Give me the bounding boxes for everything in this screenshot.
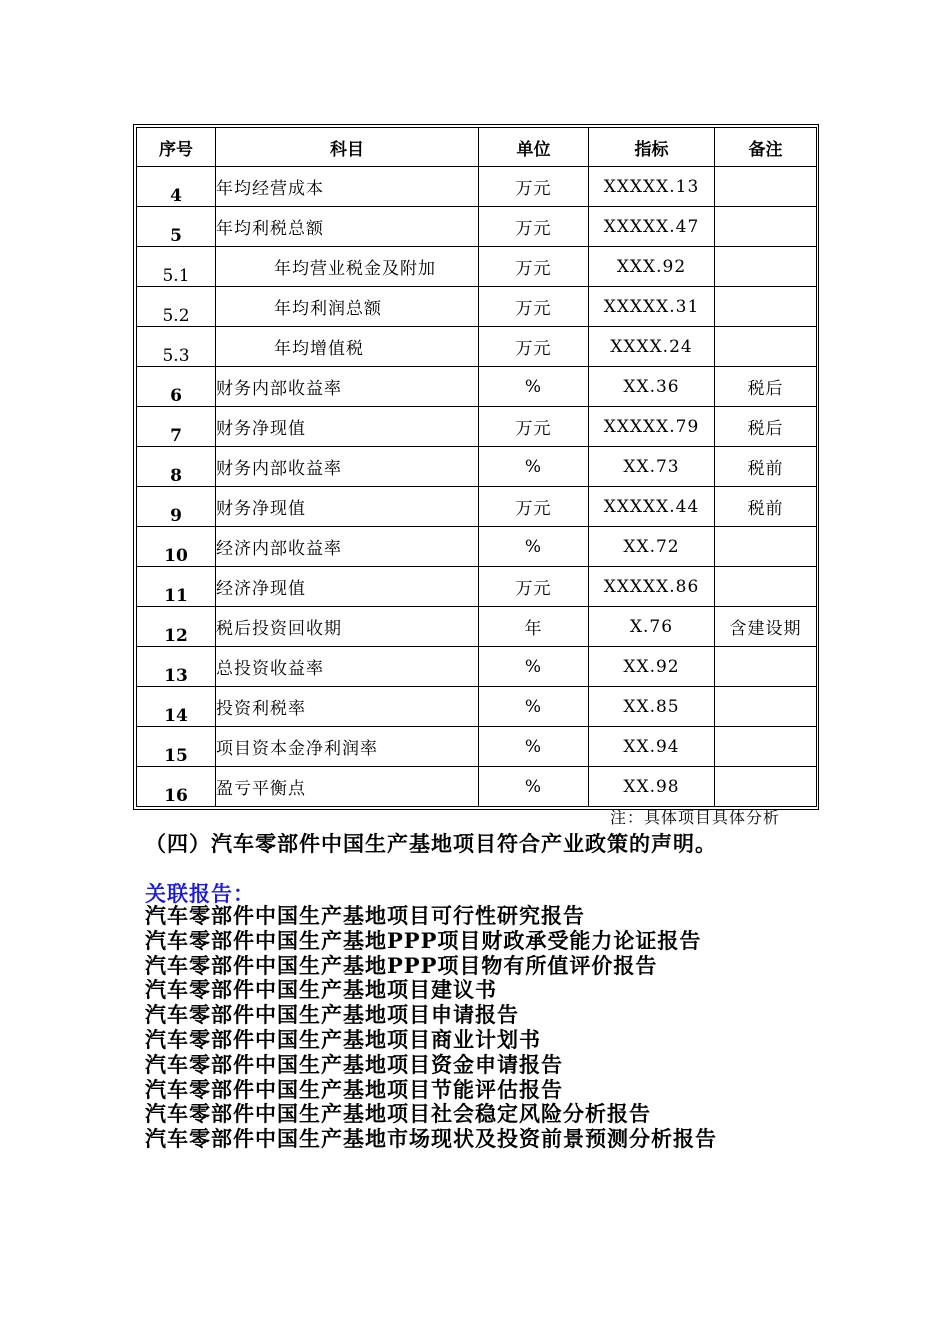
row-subject: 投资利税率 — [216, 687, 479, 727]
row-number: 5.3 — [137, 327, 216, 367]
table-row — [137, 687, 817, 727]
row-unit: 万元 — [479, 487, 589, 527]
row-subject: 财务内部收益率 — [216, 367, 479, 407]
row-subject: 年均经营成本 — [216, 167, 479, 207]
related-report-link[interactable]: 汽车零部件中国生产基地项目商业计划书 — [145, 1026, 541, 1052]
row-value: XXXX.24 — [589, 327, 715, 367]
table-row — [137, 247, 817, 287]
row-value: XX.85 — [589, 687, 715, 727]
header-subject: 科目 — [216, 128, 479, 167]
row-subject: 财务净现值 — [216, 487, 479, 527]
row-remark: 税前 — [715, 487, 817, 527]
row-number: 13 — [137, 647, 216, 687]
related-report-link[interactable]: 汽车零部件中国生产基地PPP项目物有所值评价报告 — [145, 952, 658, 978]
row-unit: % — [479, 447, 589, 487]
header-unit: 单位 — [479, 128, 589, 167]
row-number: 16 — [137, 767, 216, 807]
related-report-link[interactable]: 汽车零部件中国生产基地项目社会稳定风险分析报告 — [145, 1101, 651, 1127]
table-header-row — [137, 128, 817, 167]
row-remark — [715, 287, 817, 327]
table-row — [137, 407, 817, 447]
row-value: XX.92 — [589, 647, 715, 687]
row-subject: 年均利润总额 — [216, 287, 479, 327]
row-number: 4 — [137, 167, 216, 207]
row-remark — [715, 327, 817, 367]
row-unit: 万元 — [479, 407, 589, 447]
row-subject: 税后投资回收期 — [216, 607, 479, 647]
row-unit: 万元 — [479, 567, 589, 607]
row-value: XXXXX.44 — [589, 487, 715, 527]
row-unit: 年 — [479, 607, 589, 647]
row-remark — [715, 767, 817, 807]
related-reports-title: 关联报告： — [145, 881, 255, 906]
row-unit: 万元 — [479, 287, 589, 327]
row-number: 10 — [137, 527, 216, 567]
row-unit: 万元 — [479, 207, 589, 247]
row-unit: % — [479, 527, 589, 567]
row-unit: 万元 — [479, 167, 589, 207]
indicator-table — [136, 127, 817, 807]
row-remark: 税前 — [715, 447, 817, 487]
row-remark — [715, 167, 817, 207]
related-report-link[interactable]: 汽车零部件中国生产基地PPP项目财政承受能力论证报告 — [145, 927, 702, 953]
row-remark — [715, 647, 817, 687]
related-report-link[interactable]: 汽车零部件中国生产基地项目可行性研究报告 — [145, 903, 585, 928]
row-subject: 年均增值税 — [216, 327, 479, 367]
row-subject: 经济净现值 — [216, 567, 479, 607]
row-value: XXXXX.86 — [589, 567, 715, 607]
row-remark — [715, 687, 817, 727]
row-subject: 总投资收益率 — [216, 647, 479, 687]
row-remark — [715, 247, 817, 287]
row-remark — [715, 727, 817, 767]
row-value: X.76 — [589, 607, 715, 647]
table-row — [137, 487, 817, 527]
row-unit: 万元 — [479, 327, 589, 367]
table-row — [137, 727, 817, 767]
related-reports-list — [145, 904, 717, 1152]
row-remark — [715, 527, 817, 567]
header-no: 序号 — [137, 128, 216, 167]
table-row — [137, 367, 817, 407]
row-subject: 经济内部收益率 — [216, 527, 479, 567]
row-value: XXXXX.47 — [589, 207, 715, 247]
row-remark: 税后 — [715, 407, 817, 447]
row-value: XX.73 — [589, 447, 715, 487]
row-value: XX.36 — [589, 367, 715, 407]
row-subject: 盈亏平衡点 — [216, 767, 479, 807]
table-row — [137, 447, 817, 487]
header-remark: 备注 — [715, 128, 817, 167]
related-report-link[interactable]: 汽车零部件中国生产基地项目申请报告 — [145, 1002, 519, 1028]
row-remark — [715, 207, 817, 247]
row-number: 14 — [137, 687, 216, 727]
row-number: 6 — [137, 367, 216, 407]
row-unit: % — [479, 727, 589, 767]
row-number: 5 — [137, 207, 216, 247]
related-report-link[interactable]: 汽车零部件中国生产基地市场现状及投资前景预测分析报告 — [145, 1126, 717, 1152]
table-row — [137, 767, 817, 807]
table-row — [137, 207, 817, 247]
row-subject: 财务内部收益率 — [216, 447, 479, 487]
table-row — [137, 167, 817, 207]
row-subject: 年均营业税金及附加 — [216, 247, 479, 287]
related-report-link[interactable]: 汽车零部件中国生产基地项目资金申请报告 — [145, 1051, 563, 1077]
table-row — [137, 527, 817, 567]
policy-statement-heading: （四）汽车零部件中国生产基地项目符合产业政策的声明。 — [145, 831, 717, 856]
table-note: 注：具体项目具体分析 — [610, 808, 781, 827]
row-value: XX.72 — [589, 527, 715, 567]
row-number: 12 — [137, 607, 216, 647]
table-body — [137, 167, 817, 807]
header-value: 指标 — [589, 128, 715, 167]
table-row — [137, 567, 817, 607]
row-value: XXX.92 — [589, 247, 715, 287]
row-value: XXXXX.13 — [589, 167, 715, 207]
row-subject: 项目资本金净利润率 — [216, 727, 479, 767]
row-subject: 财务净现值 — [216, 407, 479, 447]
row-unit: % — [479, 687, 589, 727]
row-subject: 年均利税总额 — [216, 207, 479, 247]
row-remark: 含建设期 — [715, 607, 817, 647]
row-remark — [715, 567, 817, 607]
related-report-link[interactable]: 汽车零部件中国生产基地项目节能评估报告 — [145, 1076, 563, 1102]
row-number: 7 — [137, 407, 216, 447]
row-number: 11 — [137, 567, 216, 607]
table-row — [137, 287, 817, 327]
related-report-link[interactable]: 汽车零部件中国生产基地项目建议书 — [145, 977, 497, 1003]
row-value: XXXXX.79 — [589, 407, 715, 447]
indicator-table-frame — [133, 124, 819, 810]
row-value: XXXXX.31 — [589, 287, 715, 327]
row-value: XX.94 — [589, 727, 715, 767]
row-unit: % — [479, 367, 589, 407]
row-number: 15 — [137, 727, 216, 767]
row-number: 5.2 — [137, 287, 216, 327]
row-number: 9 — [137, 487, 216, 527]
row-unit: % — [479, 647, 589, 687]
row-unit: % — [479, 767, 589, 807]
table-row — [137, 647, 817, 687]
row-unit: 万元 — [479, 247, 589, 287]
row-remark: 税后 — [715, 367, 817, 407]
table-row — [137, 607, 817, 647]
table-row — [137, 327, 817, 367]
row-value: XX.98 — [589, 767, 715, 807]
row-number: 8 — [137, 447, 216, 487]
row-number: 5.1 — [137, 247, 216, 287]
